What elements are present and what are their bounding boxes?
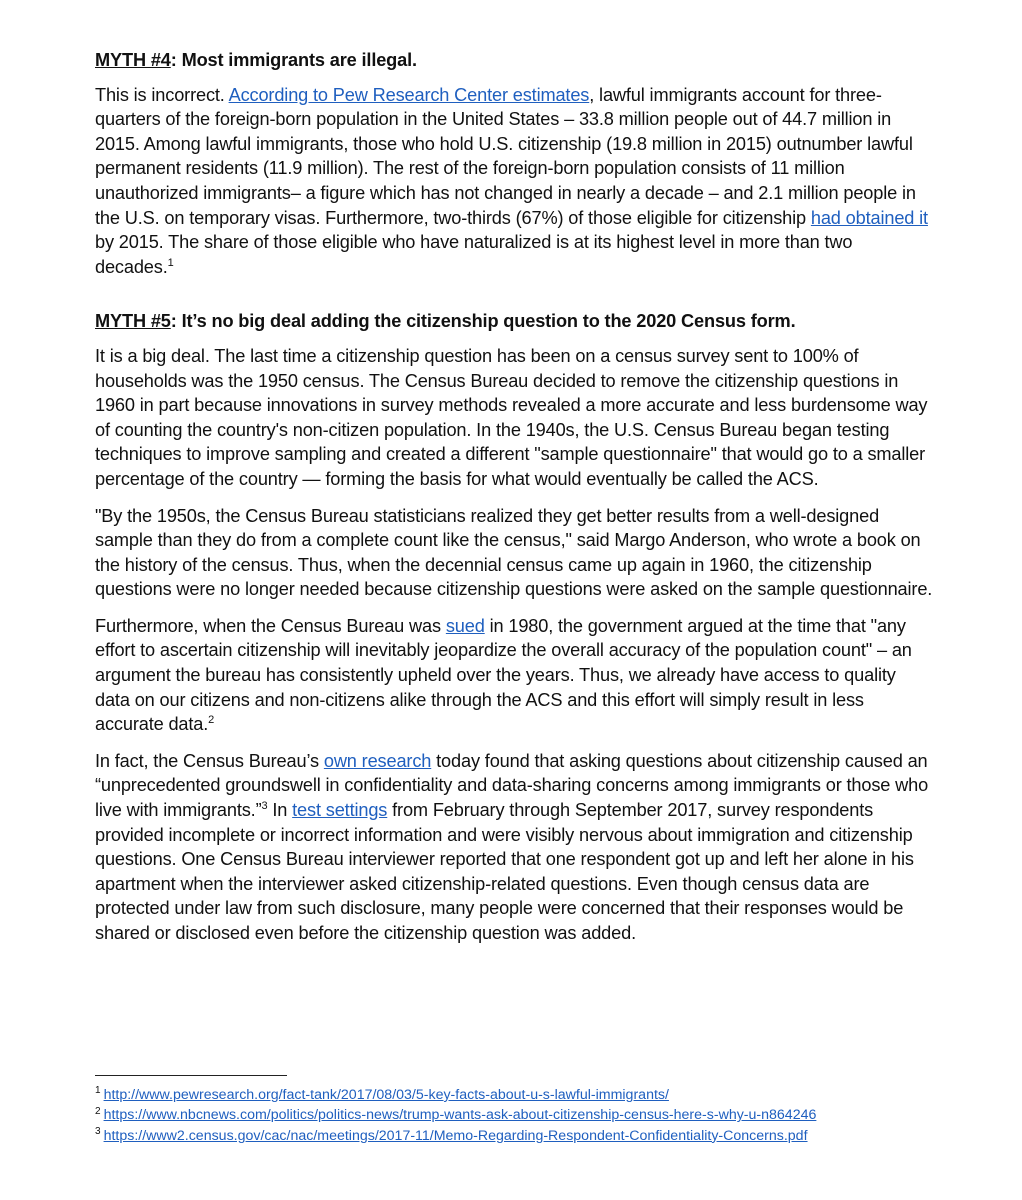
test-settings-link[interactable]: test settings: [292, 800, 388, 821]
myth4-heading: [95, 48, 935, 73]
footnote-number: 2: [95, 1105, 101, 1117]
myth5-p3-text-1: Furthermore, when the Census Bureau was: [95, 615, 446, 636]
pew-research-link[interactable]: According to Pew Research Center estimates: [228, 84, 590, 105]
myth5-heading: [95, 309, 935, 334]
myth5-p4-text-1: In fact, the Census Bureau’s: [95, 750, 324, 771]
footnote-ref-1: 1: [167, 256, 174, 269]
footnote-3: [95, 1126, 975, 1146]
footnote-ref-2: 2: [208, 714, 215, 727]
footnote-number: 1: [95, 1085, 101, 1097]
myth4-paragraph: [95, 83, 935, 280]
myth4-text-1: This is incorrect.: [95, 84, 229, 105]
footnote-divider: [95, 1075, 287, 1076]
sued-link[interactable]: sued: [445, 615, 485, 636]
footnote-number: 3: [95, 1126, 101, 1138]
myth5-paragraph-1: It is a big deal. The last time a citizenship question has been on a census survey sent to 100% of households was the 1950 census. The Census Bureau decided to remove the citizenship questions in 1960 in part because innovations in survey methods revealed a more accurate and less burdensome way of counting the country's non-citizen population. In the 1940s, the U.S. Census Bureau began testing techniques to improve sampling and created a different "sample questionnaire" that would go to a smaller percentage of the country — forming the basis for what would eventually be called the ACS.: [95, 345, 928, 489]
myth5-label: MYTH #5: [95, 311, 171, 332]
footnote-link-1[interactable]: http://www.pewresearch.org/fact-tank/2017/08/03/5-key-facts-about-u-s-lawful-immigrants/: [103, 1087, 669, 1103]
document-body: [95, 48, 935, 958]
myth5-paragraph-3: [95, 614, 935, 737]
myth5-paragraph-4: [95, 749, 935, 946]
footnote-link-2[interactable]: https://www.nbcnews.com/politics/politics-news/trump-wants-ask-about-citizenship-census-here-s-why-u-n864246: [103, 1107, 817, 1124]
myth4-label: MYTH #4: [95, 50, 171, 70]
footnote-link-3[interactable]: https://www2.census.gov/cac/nac/meetings/2017-11/Memo-Regarding-Respondent-Confidentiality-Concerns.pdf: [103, 1127, 808, 1144]
myth5-p4-text-2: today found that asking questions about citizenship caused an “unprecedented groundswell in confidentiality and data-sharing concerns among immigrants or those who live with immigrants.”: [95, 750, 929, 821]
myth5-p4-text-4: from February through September 2017, survey respondents provided incomplete or incorrect information and were visibly nervous about immigration and citizenship questions. One Census Bureau interviewer reported that one respondent got up and left her alone in his apartment when the interviewer asked citizenship-related questions. Even though census data are protected under law from such disclosure, many people were concerned that their responses would be shared or disclosed even before the citizenship question was added.: [95, 800, 914, 943]
myth5-paragraph-2: "By the 1950s, the Census Bureau statisticians realized they get better results from a well-designed sample than they do from a complete count like the census," said Margo Anderson, who wrote a book on the history of the census. Thus, when the decennial census came up again in 1960, the citizenship questions were no longer needed because citizenship questions were asked on the sample questionnaire.: [95, 505, 933, 600]
myth5-title: : It’s no big deal adding the citizenship question to the 2020 Census form.: [170, 311, 796, 332]
myth5-p4-text-3: In: [267, 800, 293, 821]
footnote-ref-3: 3: [261, 799, 268, 812]
myth4-title: : Most immigrants are illegal.: [170, 50, 417, 70]
footnote-2: [95, 1105, 975, 1125]
myth4-text-3: by 2015. The share of those eligible who have naturalized is at its highest level in more than two decades.: [95, 232, 853, 277]
had-obtained-it-link[interactable]: had obtained it: [810, 207, 928, 228]
footnotes: [95, 1085, 975, 1146]
myth5-p3-text-2: in 1980, the government argued at the time that "any effort to ascertain citizenship will inevitably jeopardize the overall accuracy of the population count" – an argument the bureau has consistently upheld over the years. Thus, we already have access to quality data on our citizens and non-citizens alike through the ACS and this effort will simply result in less accurate data.: [95, 615, 912, 735]
footnote-1: [95, 1085, 975, 1105]
own-research-link[interactable]: own research: [323, 750, 432, 771]
myth4-text-2: , lawful immigrants account for three-quarters of the foreign-born population in the United States – 33.8 million people out of 44.7 million in 2015. Among lawful immigrants, those who hold U.S. citizenship (19.8 million in 2015) outnumber lawful permanent residents (11.9 million). The rest of the foreign-born population consists of 11 million unauthorized immigrants– a figure which has not changed in nearly a decade – and 2.1 million people in the U.S. on temporary visas. Furthermore, two-thirds (67%) of those eligible for citizenship: [95, 84, 916, 228]
